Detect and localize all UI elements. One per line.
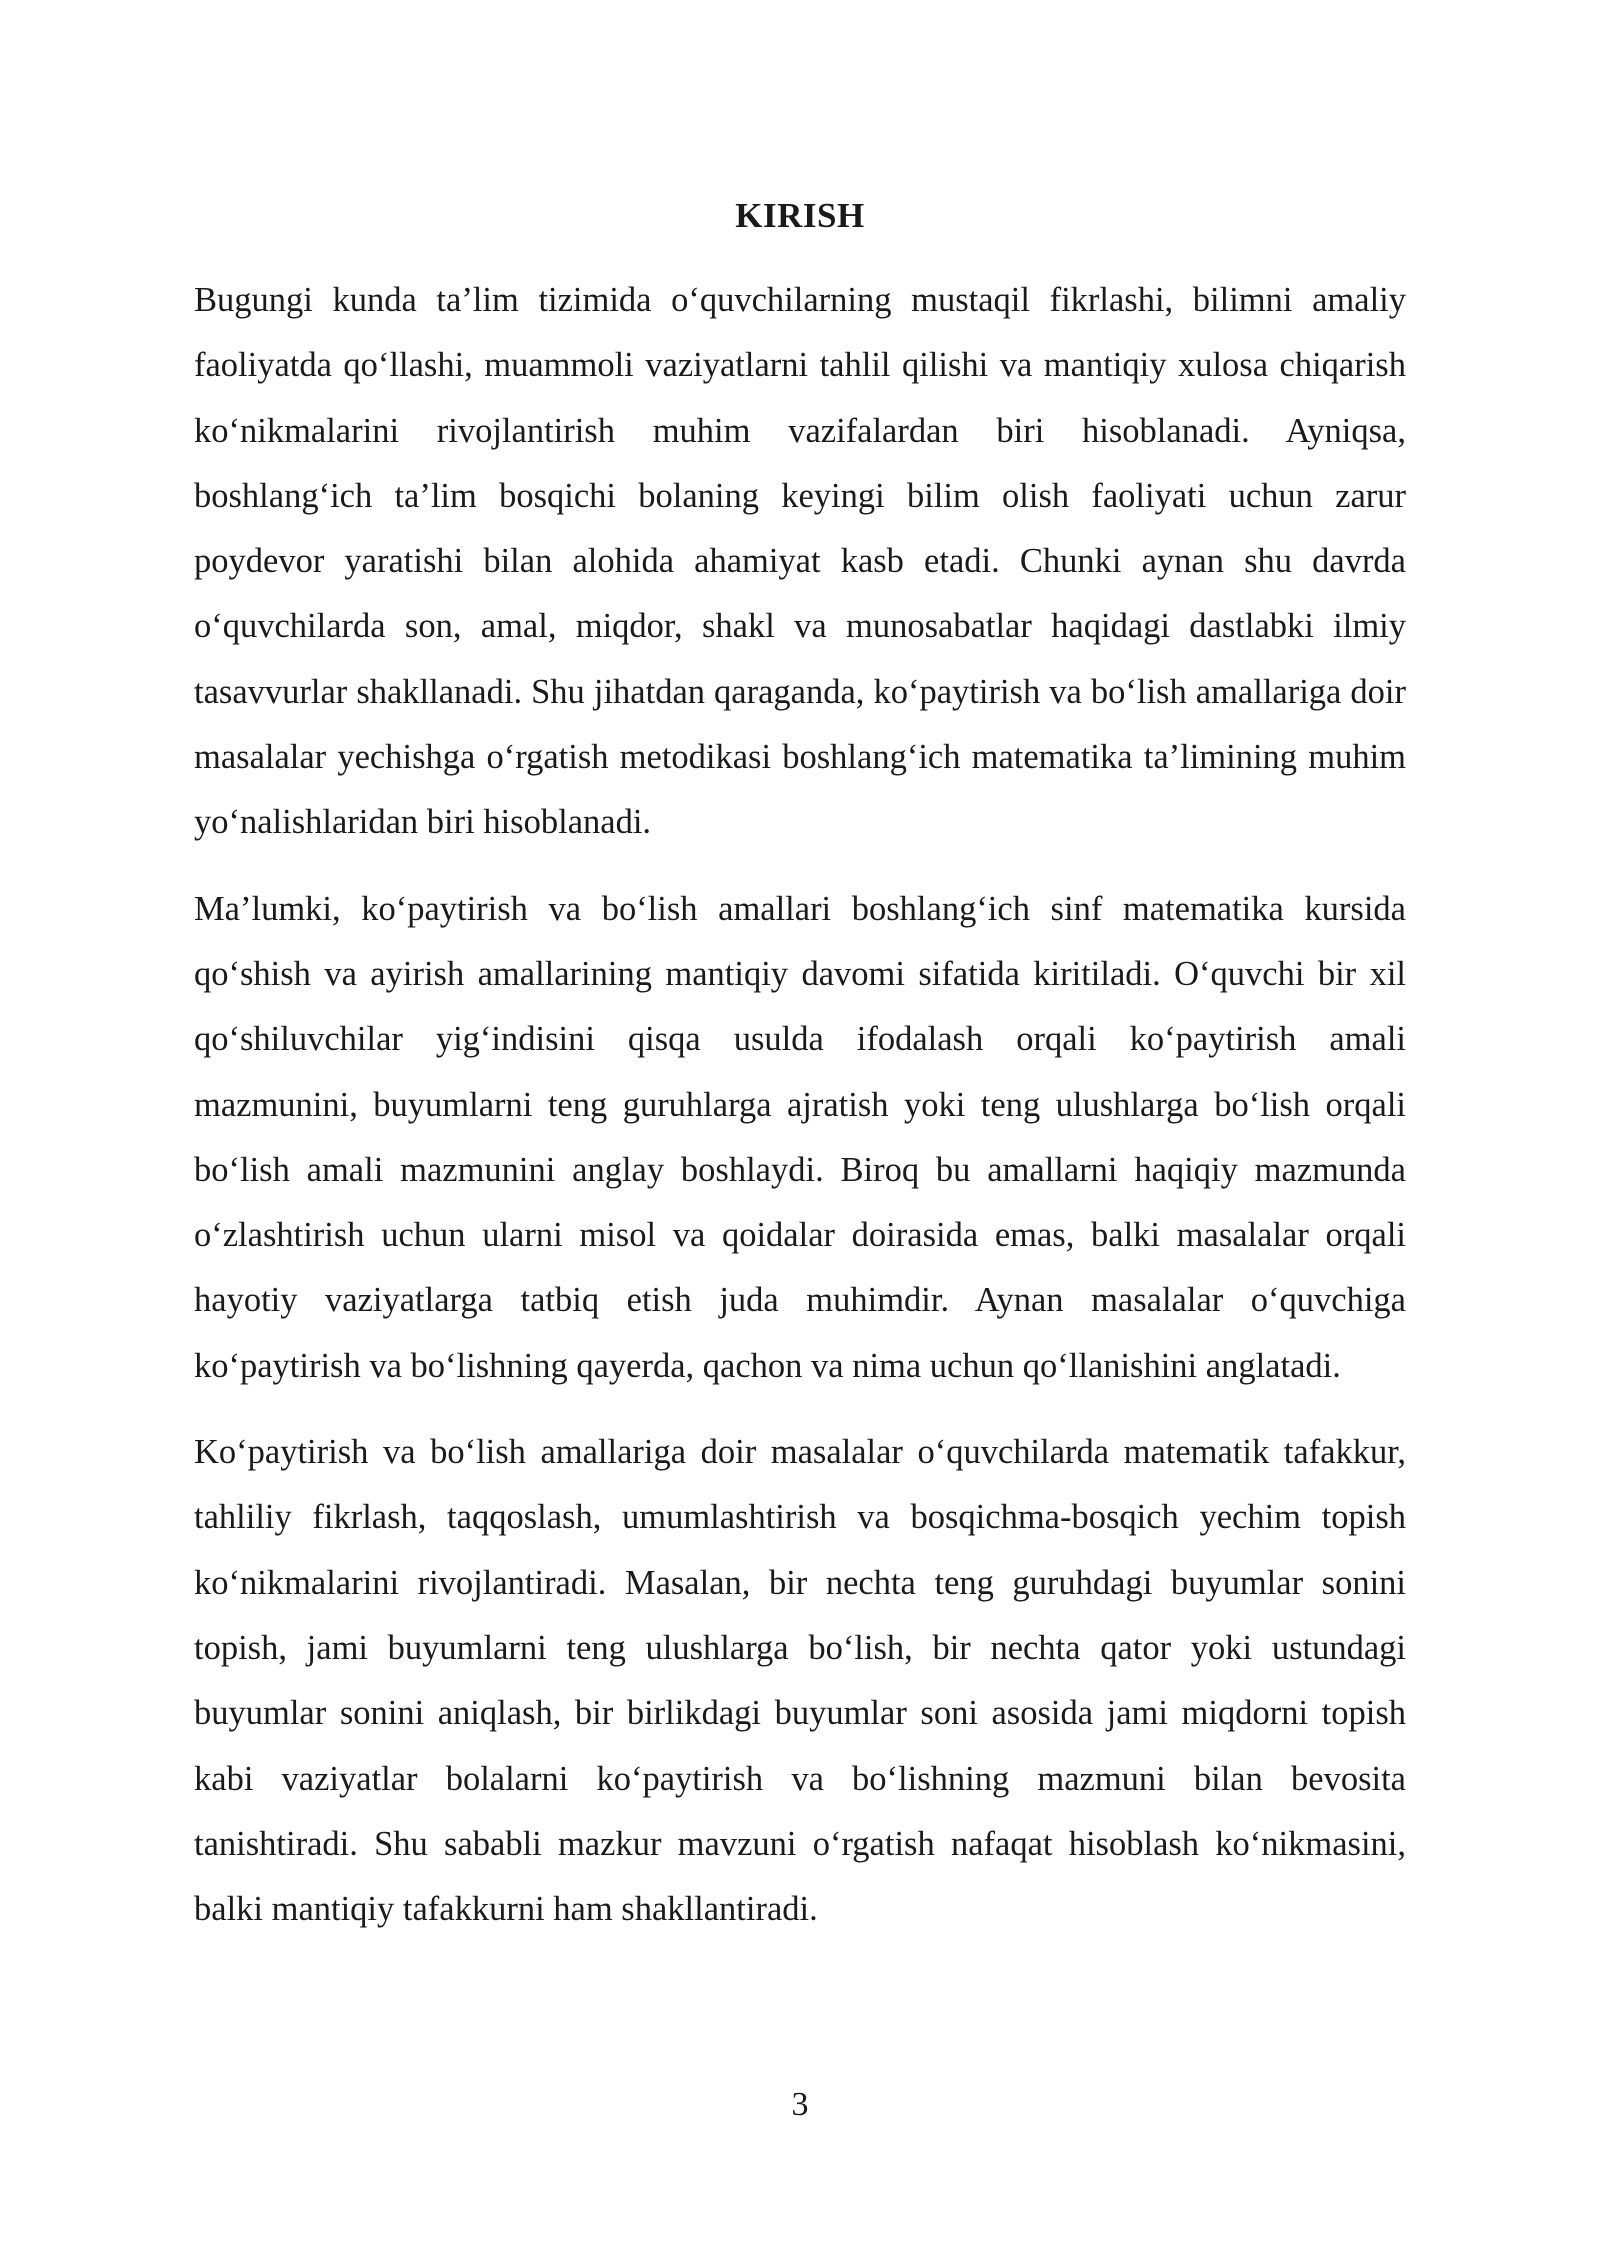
page-number: 3 bbox=[791, 2086, 809, 2123]
paragraph-3: Ko‘paytirish va bo‘lish amallariga doir masalalar o‘quvchilarda matematik tafakkur, tahliliy fikrlash, taqqoslash, umumlashtirish va bosqichma-bosqich yechim topish ko‘nikmalarini rivojlantiradi. Masalan, bir nechta teng guruhdagi buyumlar sonini topish, jami buyumlarni teng ulushlarga bo‘lish, bir nechta qator yoki ustundagi buyumlar sonini aniqlash, bir birlikdagi buyumlar soni asosida jami miqdorni topish kabi vaziyatlar bolalarni ko‘paytirish va bo‘lishning mazmuni bilan bevosita tanishtiradi. Shu sababli mazkur mavzuni o‘rgatish nafaqat hisoblash ko‘nikmasini, balki mantiqiy tafakkurni ham shakllantiradi. bbox=[194, 1433, 1406, 1929]
body-text bbox=[194, 268, 1406, 1963]
paragraph-2: Ma’lumki, ko‘paytirish va bo‘lish amallari boshlang‘ich sinf matematika kursida qo‘shish va ayirish amallarining mantiqiy davomi sifatida kiritiladi. O‘quvchi bir xil qo‘shiluvchilar yig‘indisini qisqa usulda ifodalash orqali ko‘paytirish amali mazmunini, buyumlarni teng guruhlarga ajratish yoki teng ulushlarga bo‘lish orqali bo‘lish amali mazmunini anglay boshlaydi. Biroq bu amallarni haqiqiy mazmunda o‘zlashtirish uchun ularni misol va qoidalar doirasida emas, balki masalalar orqali hayotiy vaziyatlarga tatbiq etish juda muhimdir. Aynan masalalar o‘quvchiga ko‘paytirish va bo‘lishning qayerda, qachon va nima uchun qo‘llanishini anglatadi. bbox=[194, 889, 1406, 1385]
paragraph-1: Bugungi kunda ta’lim tizimida o‘quvchilarning mustaqil fikrlashi, bilimni amaliy faoliyatda qo‘llashi, muammoli vaziyatlarni tahlil qilishi va mantiqiy xulosa chiqarish ko‘nikmalarini rivojlantirish muhim vazifalardan biri hisoblanadi. Ayniqsa, boshlang‘ich ta’lim bosqichi bolaning keyingi bilim olish faoliyati uchun zarur poydevor yaratishi bilan alohida ahamiyat kasb etadi. Chunki aynan shu davrda o‘quvchilarda son, amal, miqdor, shakl va munosabatlar haqidagi dastlabki ilmiy tasavvurlar shakllanadi. Shu jihatdan qaraganda, ko‘paytirish va bo‘lish amallariga doir masalalar yechishga o‘rgatish metodikasi boshlang‘ich matematika ta’limining muhim yo‘nalishlaridan biri hisoblanadi. bbox=[194, 281, 1406, 842]
section-heading: KIRISH bbox=[735, 196, 865, 235]
